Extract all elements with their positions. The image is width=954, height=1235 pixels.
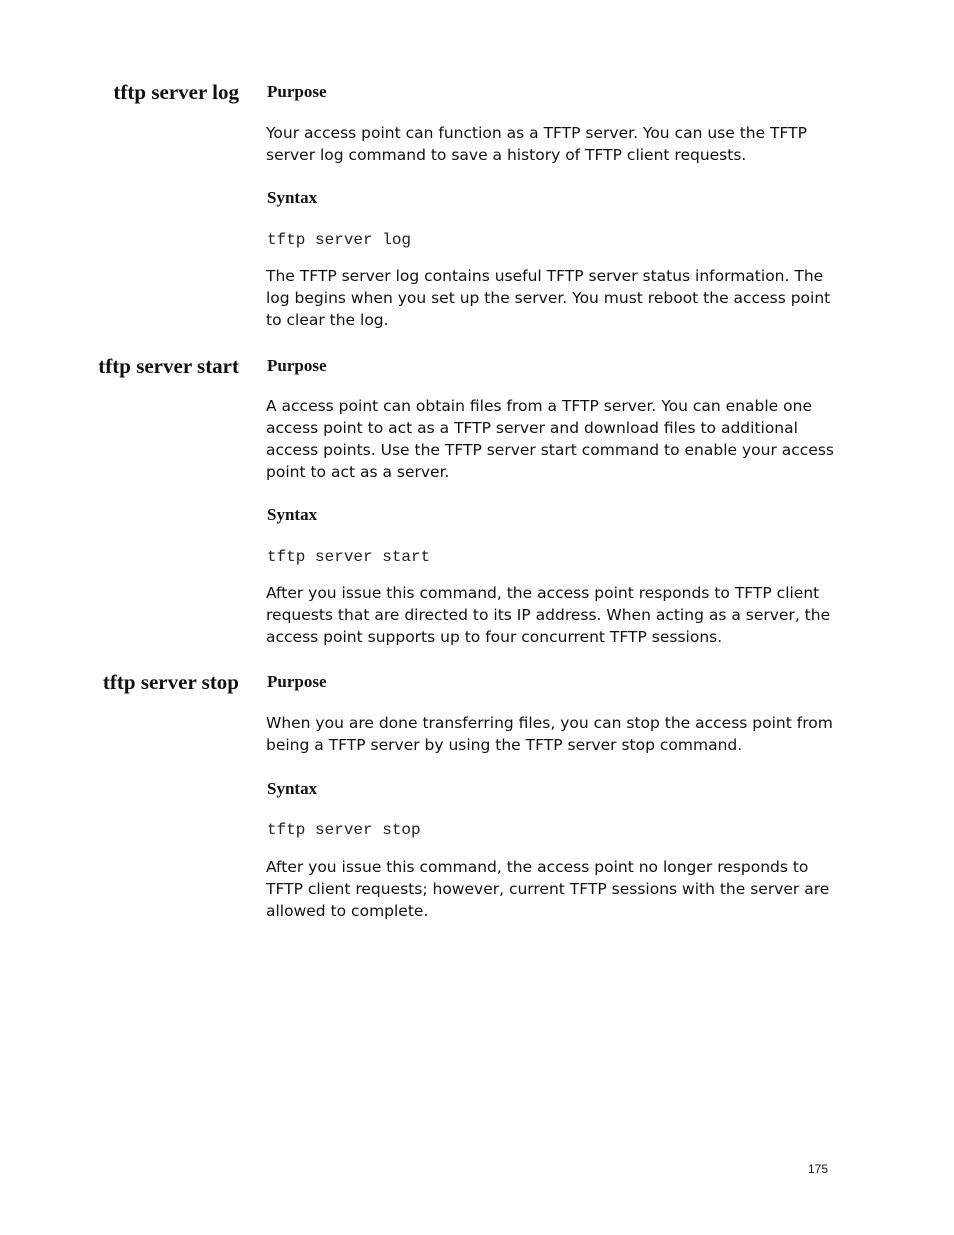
purpose-text: A access point can obtain files from a TFTP server. You can enable one access point to act as a TFTP server and download files to additional access points. Use the TFTP server start command to enable your access point to act as a server. — [266, 397, 834, 481]
section-title-tftp-server-log: tftp server log — [113, 80, 239, 104]
purpose-heading: Purpose — [267, 82, 327, 101]
description-text: After you issue this command, the access point responds to TFTP client requests that are directed to its IP address. When acting as a server, the access point supports up to four concurrent TFTP sessions. — [266, 584, 831, 646]
syntax-code: tftp server start — [267, 548, 431, 566]
purpose-heading: Purpose — [267, 356, 327, 375]
description-text: The TFTP server log contains useful TFTP server status information. The log begins when you set up the server. You must reboot the access point to clear the log. — [266, 267, 831, 329]
syntax-code: tftp server log — [267, 231, 412, 249]
page-number: 175 — [807, 1162, 828, 1176]
syntax-heading: Syntax — [267, 779, 318, 798]
purpose-text: Your access point can function as a TFTP server. You can use the TFTP server log command to save a history of TFTP client requests. — [266, 124, 807, 164]
description-text: After you issue this command, the access point no longer responds to TFTP client requests; however, current TFTP sessions with the server are allowed to complete. — [266, 858, 830, 920]
section-title-tftp-server-start: tftp server start — [98, 354, 239, 378]
purpose-heading: Purpose — [267, 672, 327, 691]
purpose-text: When you are done transferring files, you can stop the access point from being a TFTP server by using the TFTP server stop command. — [266, 714, 833, 754]
section-title-tftp-server-stop: tftp server stop — [102, 670, 239, 694]
syntax-code: tftp server stop — [267, 821, 421, 839]
syntax-heading: Syntax — [267, 505, 318, 524]
syntax-heading: Syntax — [267, 188, 318, 207]
